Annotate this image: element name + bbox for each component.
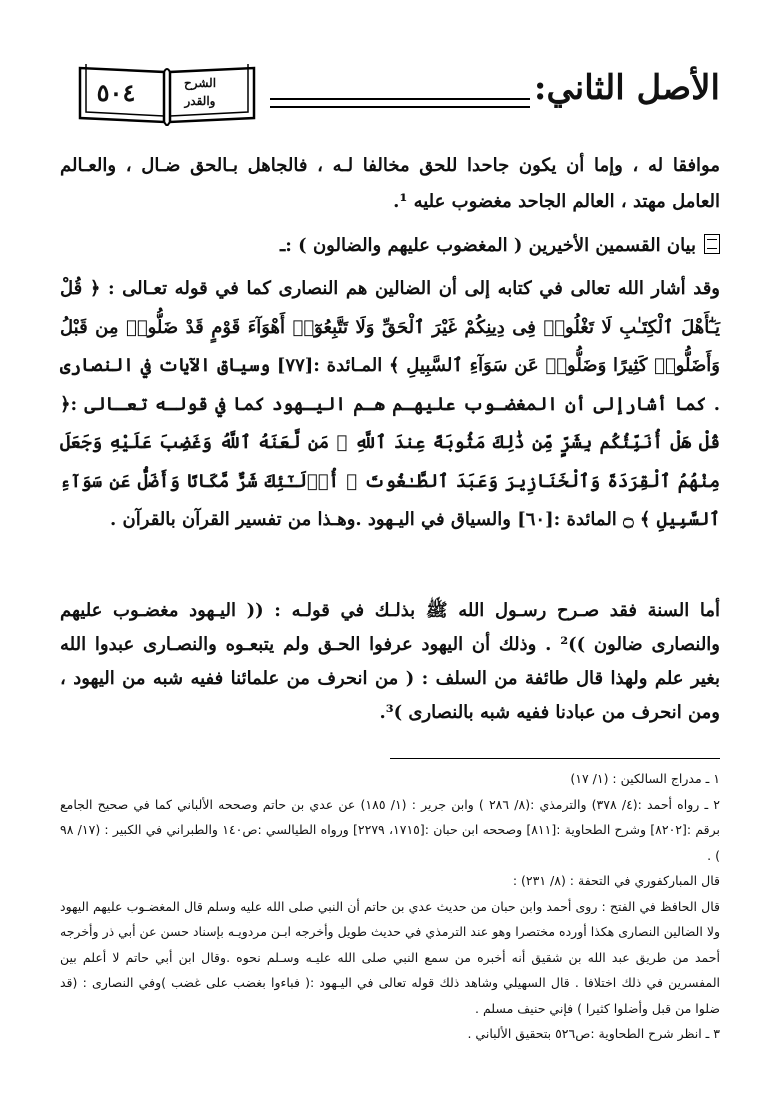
paragraph-2: وقد أشار الله تعالى في كتابه إلى أن الضالين هم النصارى كما في قوله تعـالى : ﴿ قُلْ يَـٰٓأَهْلَ ٱلْكِتَـٰبِ لَا تَغْلُوا۟ فِى دِينِكُمْ غَيْرَ ٱلْحَقِّ وَلَا تَتَّبِعُوٓا۟ أَهْوَآءَ قَوْمٍ قَدْ ضَلُّوا۟ مِن قَبْلُ وَأَضَلُّوا۟ كَثِيرًا وَضَلُّوا۟ عَن سَوَآءِ ٱلسَّبِيلِ ﴾ المـائدة :[٧٧] وسياق الآيات في النصارى . كما أشارإلى أن المغضـوب عليهـم هـم اليـهود كما في قولـه تعـالى :﴿ قُلْ هَلْ أُنَبِّئُكُم بِشَرٍّ مِّن ذَٰلِكَ مَثُوبَةً عِندَ ٱللَّهِ ۚ مَن لَّعَنَهُ ٱللَّهُ وَغَضِبَ عَلَيْهِ وَجَعَلَ مِنْهُمُ ٱلْقِرَدَةَ وَٱلْخَنَازِيرَ وَعَبَدَ ٱلطَّـٰغُوتَ ۚ أُو۟لَـٰٓئِكَ شَرٌّ مَّكَانًا وَأَضَلُّ عَن سَوَآءِ ٱلسَّبِيلِ ﴾ ۝ المائدة :[٦٠] والسياق في اليـهود .وهـذا من تفسير القرآن بالقرآن . bbox=[60, 278, 720, 530]
book-badge-line2: والقدر bbox=[184, 94, 216, 108]
header-rule bbox=[270, 106, 530, 108]
subheading-text: بيان القسمين الأخيرين ( المغضوب عليهم والضالون ) :ـ bbox=[280, 235, 696, 256]
footnote: قال الحافظ في الفتح : روى أحمد وابن حبان من حديث عدي بن حاتم أن النبي صلى الله عليه وسلم قال المغضـوب عليهم اليهود ولا الضالين النصارى هكذا أورده مختصرا وهو عند الترمذي في حديث طويل وأخرجه ابـن مردويـه بإسناد حسن عن أبي ذر وأخرجه أحمد من طريق عبد الله بن شقيق أنه أخبره من سمع النبي صلى الله عليـه وسـلم نحوه .وقال ابن أبي حاتم لا أعلم بين المفسرين في ذلك اختلافا . قال السهيلي وشاهد ذلك قوله تعالى في اليـهود :( فباءوا بغضب على غضب )وفي النصارى : (قد ضلوا من قبل وأضلوا كثيرا ) فإني حنيف مسلم . bbox=[60, 898, 720, 1016]
footnote: ٣ ـ انظر شرح الطحاوية :ص٥٢٦ بتحقيق الألباني . bbox=[467, 1026, 720, 1041]
footnote: ١ ـ مدراج السالكين : (١/ ١٧) bbox=[570, 771, 720, 786]
footnote-separator bbox=[390, 758, 720, 759]
paragraph-3: أما السنة فقد صـرح رسـول الله ﷺ بذلـك في قولـه : (( اليـهود مغضـوب عليهم والنصارى ضالون ))² . وذلك أن اليهود عرفوا الحـق ولم يتبعـوه والنصـارى عبدوا الله بغير علم ولهذا قال طائفة من السلف : ( من انحرف من علمائنا ففيه شبه من اليهود ، ومن انحرف من عبادنا ففيه شبه بالنصارى )³. bbox=[60, 600, 720, 723]
paragraph-1: موافقا له ، وإما أن يكون جاحدا للحق مخالفا لـه ، فالجاهل بـالحق ضـال ، والعـالم العامل مهتد ، العالم الجاحد مغضوب عليه ¹. bbox=[60, 155, 720, 212]
footnote: قال المباركفوري في التحفة : (٨/ ٢٣١) : bbox=[512, 873, 720, 888]
document-icon bbox=[704, 234, 720, 254]
book-badge-line1: الشرح bbox=[183, 76, 217, 90]
footnotes bbox=[60, 766, 720, 1047]
page-number: ٥٠٤ bbox=[96, 78, 136, 107]
page-header bbox=[60, 58, 720, 128]
footnote: ٢ ـ رواه أحمد :(٤/ ٣٧٨) والترمذي :(٨/ ٢٨٦ ) وابن جرير : (١/ ١٨٥) عن عدي بن حاتم وصححه الألباني كما في صحيح الجامع برقم :[٨٢٠٢] وشرح الطحاوية :[٨١١] وصححه ابن حبان :[١٧١٥، ٢٢٧٩] ورواه الطيالسي :ص١٤٠ والطبراني في الكبير : (١٧/ ٩٨ ) . bbox=[60, 796, 720, 863]
chapter-title: الأصل الثاني: bbox=[533, 68, 720, 108]
subheading bbox=[60, 228, 720, 264]
header-rule bbox=[270, 98, 530, 100]
